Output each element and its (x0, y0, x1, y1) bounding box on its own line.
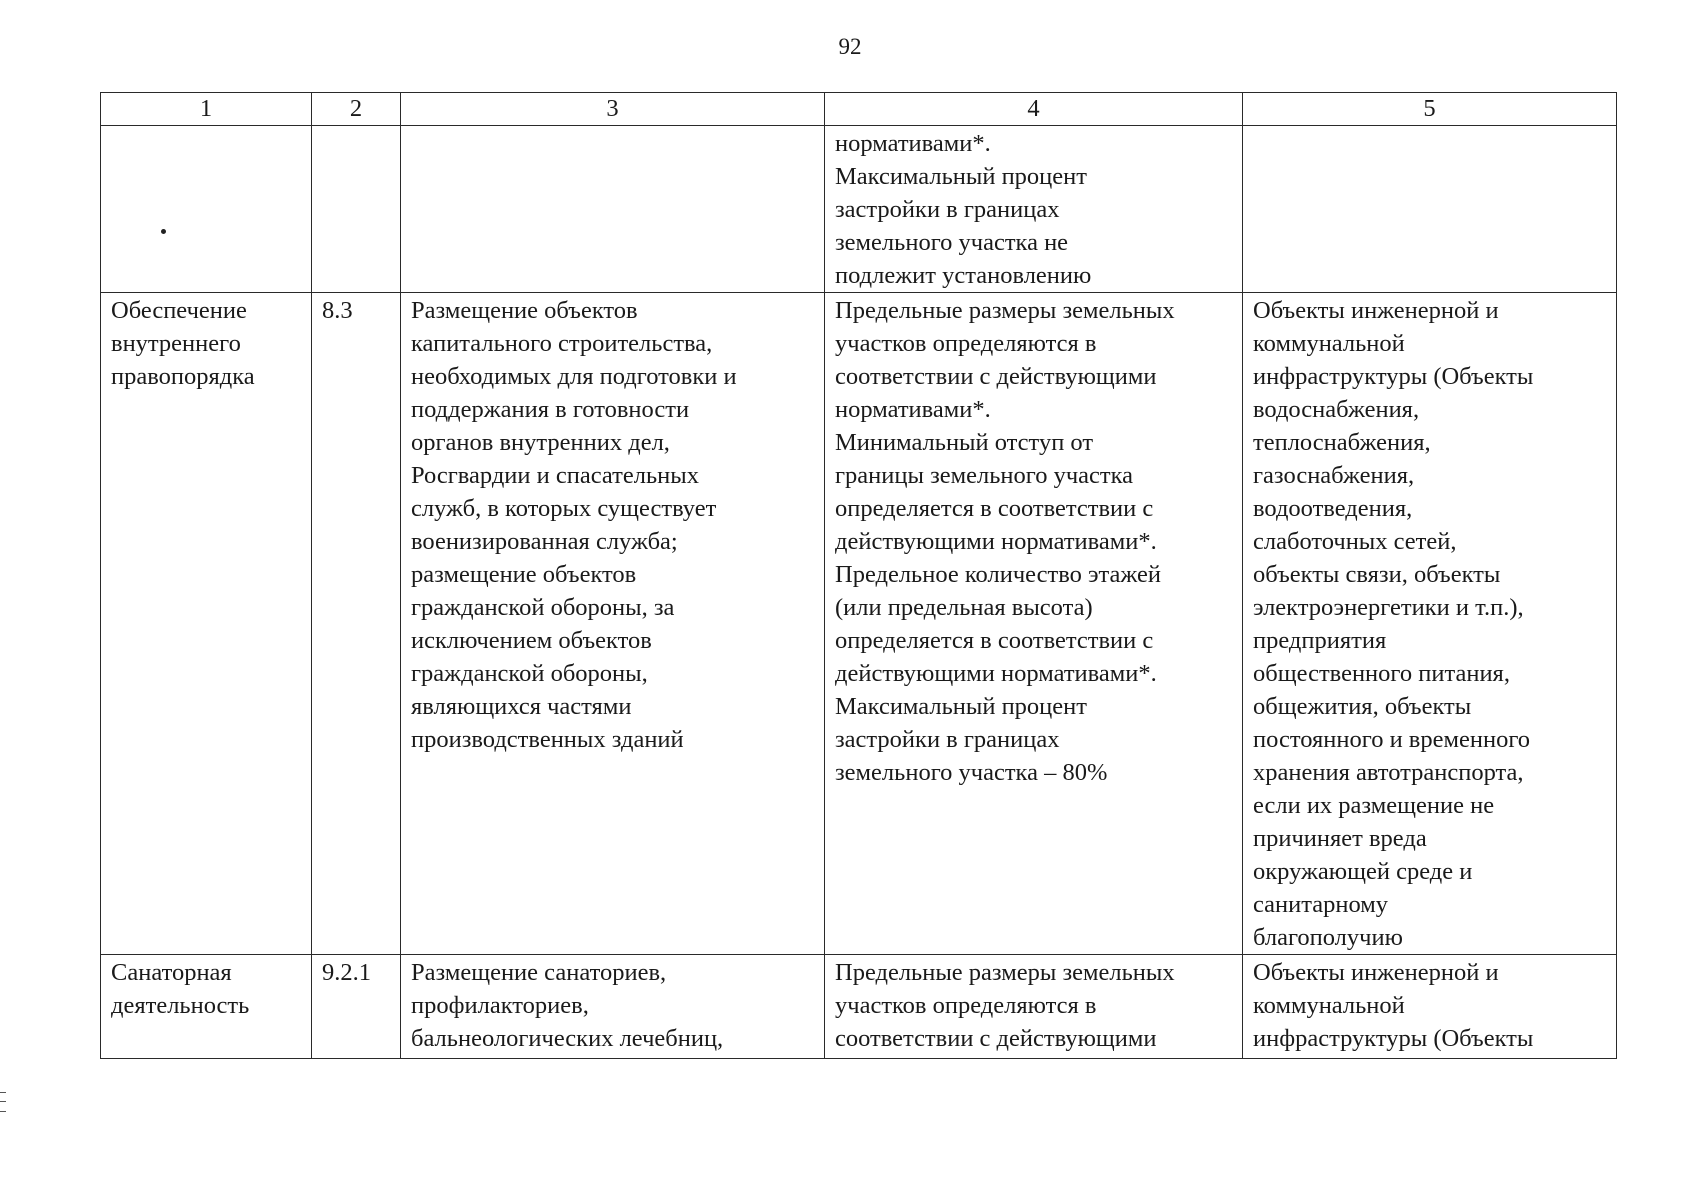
cell-use-description (401, 126, 825, 293)
cell-auxiliary (1243, 955, 1617, 1059)
text-line: бальнеологических лечебниц, (411, 1025, 724, 1052)
cell-use-name (101, 955, 312, 1059)
cell-use-description (401, 955, 825, 1059)
zoning-table (100, 92, 1617, 1059)
text-line: Объекты инженерной и (1253, 959, 1499, 986)
column-header-3: 3 (401, 93, 825, 126)
text-line: предприятия (1253, 627, 1387, 654)
text-line: органов внутренних дел, (411, 429, 670, 456)
cell-parameters (825, 955, 1243, 1059)
text-line: профилакториев, (411, 992, 589, 1019)
text-line: служб, в которых существует (411, 495, 717, 522)
text-line: земельного участка – 80% (835, 759, 1108, 786)
cell-auxiliary (1243, 293, 1617, 955)
text-line: электроэнергетики и т.п.), (1253, 594, 1524, 621)
text-line: поддержания в готовности (411, 396, 690, 423)
text-line: нормативами*. (835, 130, 991, 157)
text-line: хранения автотранспорта, (1253, 759, 1524, 786)
text-line: размещение объектов (411, 561, 637, 588)
text-line: определяется в соответствии с (835, 627, 1154, 654)
text-line: участков определяются в (835, 330, 1097, 357)
text-line: инфраструктуры (Объекты (1253, 1025, 1534, 1052)
table-row (101, 126, 1617, 293)
text-line: внутреннего (111, 330, 241, 357)
text-line: гражданской обороны, за (411, 594, 675, 621)
text-line: водоотведения, (1253, 495, 1413, 522)
text-line: (или предельная высота) (835, 594, 1093, 621)
page-number: 92 (838, 34, 862, 59)
text-line: границы земельного участка (835, 462, 1134, 489)
text-line: соответствии с действующими (835, 363, 1157, 390)
text-line: являющихся частями (411, 693, 632, 720)
cell-use-code: 8.3 (312, 293, 401, 955)
column-header-2: 2 (312, 93, 401, 126)
stray-dot-mark (161, 229, 166, 234)
text-line: подлежит установлению (835, 262, 1092, 289)
scan-edge-mark (0, 1092, 6, 1112)
text-line: общежития, объекты (1253, 693, 1472, 720)
column-header-1: 1 (101, 93, 312, 126)
text-line: действующими нормативами*. (835, 660, 1157, 687)
text-line: газоснабжения, (1253, 462, 1415, 489)
text-line: капитального строительства, (411, 330, 713, 357)
text-line: благополучию (1253, 924, 1403, 951)
cell-parameters (825, 293, 1243, 955)
text-line: участков определяются в (835, 992, 1097, 1019)
text-line: Обеспечение (111, 297, 247, 324)
text-line: Предельные размеры земельных (835, 959, 1175, 986)
table-row (101, 955, 1617, 1059)
text-line: нормативами*. (835, 396, 991, 423)
text-line: Максимальный процент (835, 163, 1087, 190)
text-line: гражданской обороны, (411, 660, 648, 687)
text-line: Объекты инженерной и (1253, 297, 1499, 324)
header-row (101, 93, 1617, 126)
cell-use-name (101, 126, 312, 293)
text-line: инфраструктуры (Объекты (1253, 363, 1534, 390)
text-line: коммунальной (1253, 992, 1405, 1019)
text-line: правопорядка (111, 363, 255, 390)
cell-use-code (312, 126, 401, 293)
text-line: объекты связи, объекты (1253, 561, 1501, 588)
text-line: теплоснабжения, (1253, 429, 1431, 456)
text-line: окружающей среде и (1253, 858, 1473, 885)
text-line: необходимых для подготовки и (411, 363, 737, 390)
cell-parameters (825, 126, 1243, 293)
text-line: Максимальный процент (835, 693, 1087, 720)
text-line: слаботочных сетей, (1253, 528, 1457, 555)
text-line: земельного участка не (835, 229, 1069, 256)
text-line: действующими нормативами*. (835, 528, 1157, 555)
text-line: постоянного и временного (1253, 726, 1531, 753)
text-line: если их размещение не (1253, 792, 1495, 819)
text-line: Предельные размеры земельных (835, 297, 1175, 324)
cell-use-description (401, 293, 825, 955)
text-line: деятельность (111, 992, 250, 1019)
column-header-5: 5 (1243, 93, 1617, 126)
cell-auxiliary (1243, 126, 1617, 293)
text-line: военизированная служба; (411, 528, 678, 555)
text-line: исключением объектов (411, 627, 652, 654)
table-row (101, 293, 1617, 955)
text-line: Минимальный отступ от (835, 429, 1094, 456)
text-line: Санаторная (111, 959, 232, 986)
text-line: Размещение объектов (411, 297, 638, 324)
text-line: застройки в границах (835, 726, 1060, 753)
text-line: застройки в границах (835, 196, 1060, 223)
column-header-4: 4 (825, 93, 1243, 126)
text-line: Размещение санаториев, (411, 959, 667, 986)
text-line: производственных зданий (411, 726, 684, 753)
text-line: общественного питания, (1253, 660, 1510, 687)
cell-use-name (101, 293, 312, 955)
text-line: причиняет вреда (1253, 825, 1427, 852)
text-line: Росгвардии и спасательных (411, 462, 699, 489)
text-line: коммунальной (1253, 330, 1405, 357)
cell-use-code: 9.2.1 (312, 955, 401, 1059)
text-line: определяется в соответствии с (835, 495, 1154, 522)
text-line: санитарному (1253, 891, 1389, 918)
text-line: водоснабжения, (1253, 396, 1420, 423)
text-line: соответствии с действующими (835, 1025, 1157, 1052)
text-line: Предельное количество этажей (835, 561, 1161, 588)
